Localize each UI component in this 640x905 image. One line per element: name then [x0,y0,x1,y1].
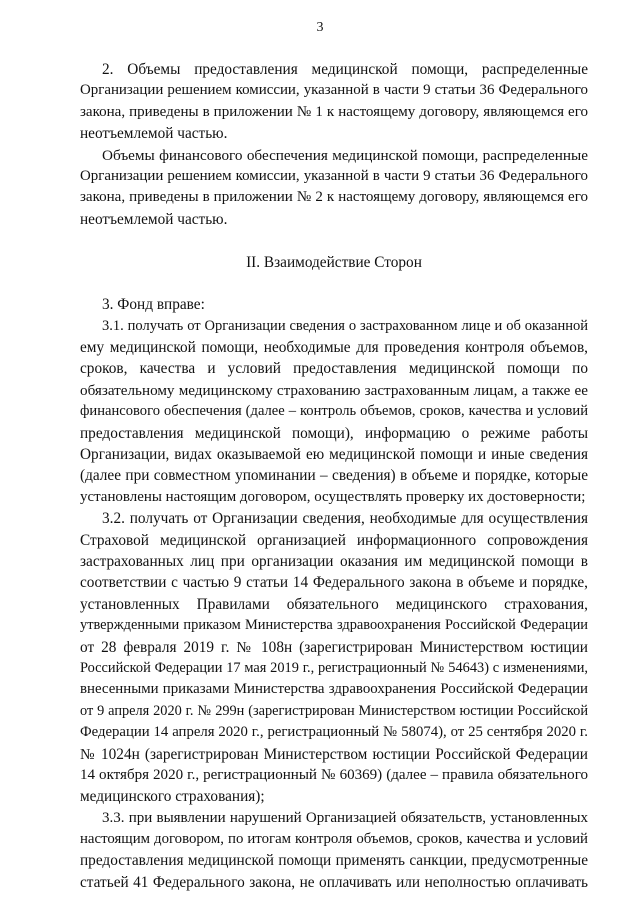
text-line: от 28 февраля 2019 г. № 108н (зарегистрирован Министерством юстиции [80,638,588,656]
text-line: закона, приведены в приложении № 1 к настоящему договору, являющемся его [80,103,588,120]
text-line: от 9 апреля 2020 г. № 299н (зарегистрирован Министерством юстиции Российской [80,702,588,719]
text-line: предоставления медицинской помощи применять санкции, предусмотренные [80,852,588,870]
text-line: 14 октября 2020 г., регистрационный № 60369) (далее – правила обязательного [80,766,588,783]
text-line: обязательному медицинскому страхованию застрахованным лицам, а также ее [80,381,588,399]
text-line: соответствии с частью 9 статьи 14 Федерального закона в объеме и порядке, [80,574,588,592]
text-line: Объемы финансового обеспечения медицинской помощи, распределенные [102,146,588,164]
text-line: неотъемлемой частью. [80,125,228,143]
text-line: 3.3. при выявлении нарушений Организацией обязательств, установленных [102,809,588,826]
text-line: Организации решением комиссии, указанной в части 9 статьи 36 Федерального [80,167,588,184]
document-body [80,59,588,893]
text-line: установленных Правилами обязательного медицинского страхования, [80,595,588,613]
text-line: финансового обеспечения (далее – контроль объемов, сроков, качества и условий [80,403,588,420]
text-line: установлены настоящим договором, осуществлять проверку их достоверности; [80,488,586,505]
text-line: утвержденными приказом Министерства здравоохранения Российской Федерации [80,617,588,634]
page-number: 3 [316,20,324,35]
text-line: внесенными приказами Министерства здравоохранения Российской Федерации [80,681,588,698]
text-line: 3.1. получать от Организации сведения о застрахованном лице и об оказанной [102,317,588,334]
text-line: Организации, видах оказываемой ею медицинской помощи и иные сведения [80,446,588,464]
section-heading: II. Взаимодействие Сторон [246,253,422,271]
text-line: Организации решением комиссии, указанной в части 9 статьи 36 Федерального [80,82,588,99]
text-line: застрахованных лиц при организации оказания им медицинской помощи в [80,552,588,570]
spacer [80,273,588,294]
paragraph-3 [80,294,588,315]
paragraph-2 [80,59,588,145]
text-line: 2. Объемы предоставления медицинской помощи, распределенные [102,61,588,78]
text-line: ему медицинской помощи, необходимые для проведения контроля объемов, [80,339,588,357]
text-line: неотъемлемой частью. [80,210,228,228]
paragraph-3-2 [80,508,588,807]
paragraph-3-3 [80,808,588,894]
paragraph-2b [80,145,588,231]
text-line: сроков, качества и условий предоставления медицинской помощи по [80,360,588,378]
text-line: Российской Федерации 17 мая 2019 г., регистрационный № 54643) с изменениями, [80,659,588,676]
text-line: Федерации 14 апреля 2020 г., регистрационный № 58074), от 25 сентября 2020 г. [80,724,588,741]
text-line: 3.2. получать от Организации сведения, необходимые для осуществления [102,510,588,528]
text-line: предоставления медицинской помощи), информацию о режиме работы [80,424,588,442]
text-line: закона, приведены в приложении № 2 к настоящему договору, являющемся его [80,189,588,206]
text-line: настоящим договором, по итогам контроля объемов, сроков, качества и условий [80,831,588,848]
spacer [80,230,588,251]
text-line: 3. Фонд вправе: [102,296,205,314]
text-line: (далее при совместном упоминании – сведения) в объеме и порядке, которые [80,467,588,485]
text-line: № 1024н (зарегистрирован Министерством юстиции Российской Федерации [80,745,588,763]
text-line: медицинского страхования); [80,788,265,806]
text-line: Страховой медицинской организацией информационного сопровождения [80,531,588,549]
text-line: статьей 41 Федерального закона, не оплачивать или неполностью оплачивать [80,873,588,891]
paragraph-3-1 [80,316,588,509]
